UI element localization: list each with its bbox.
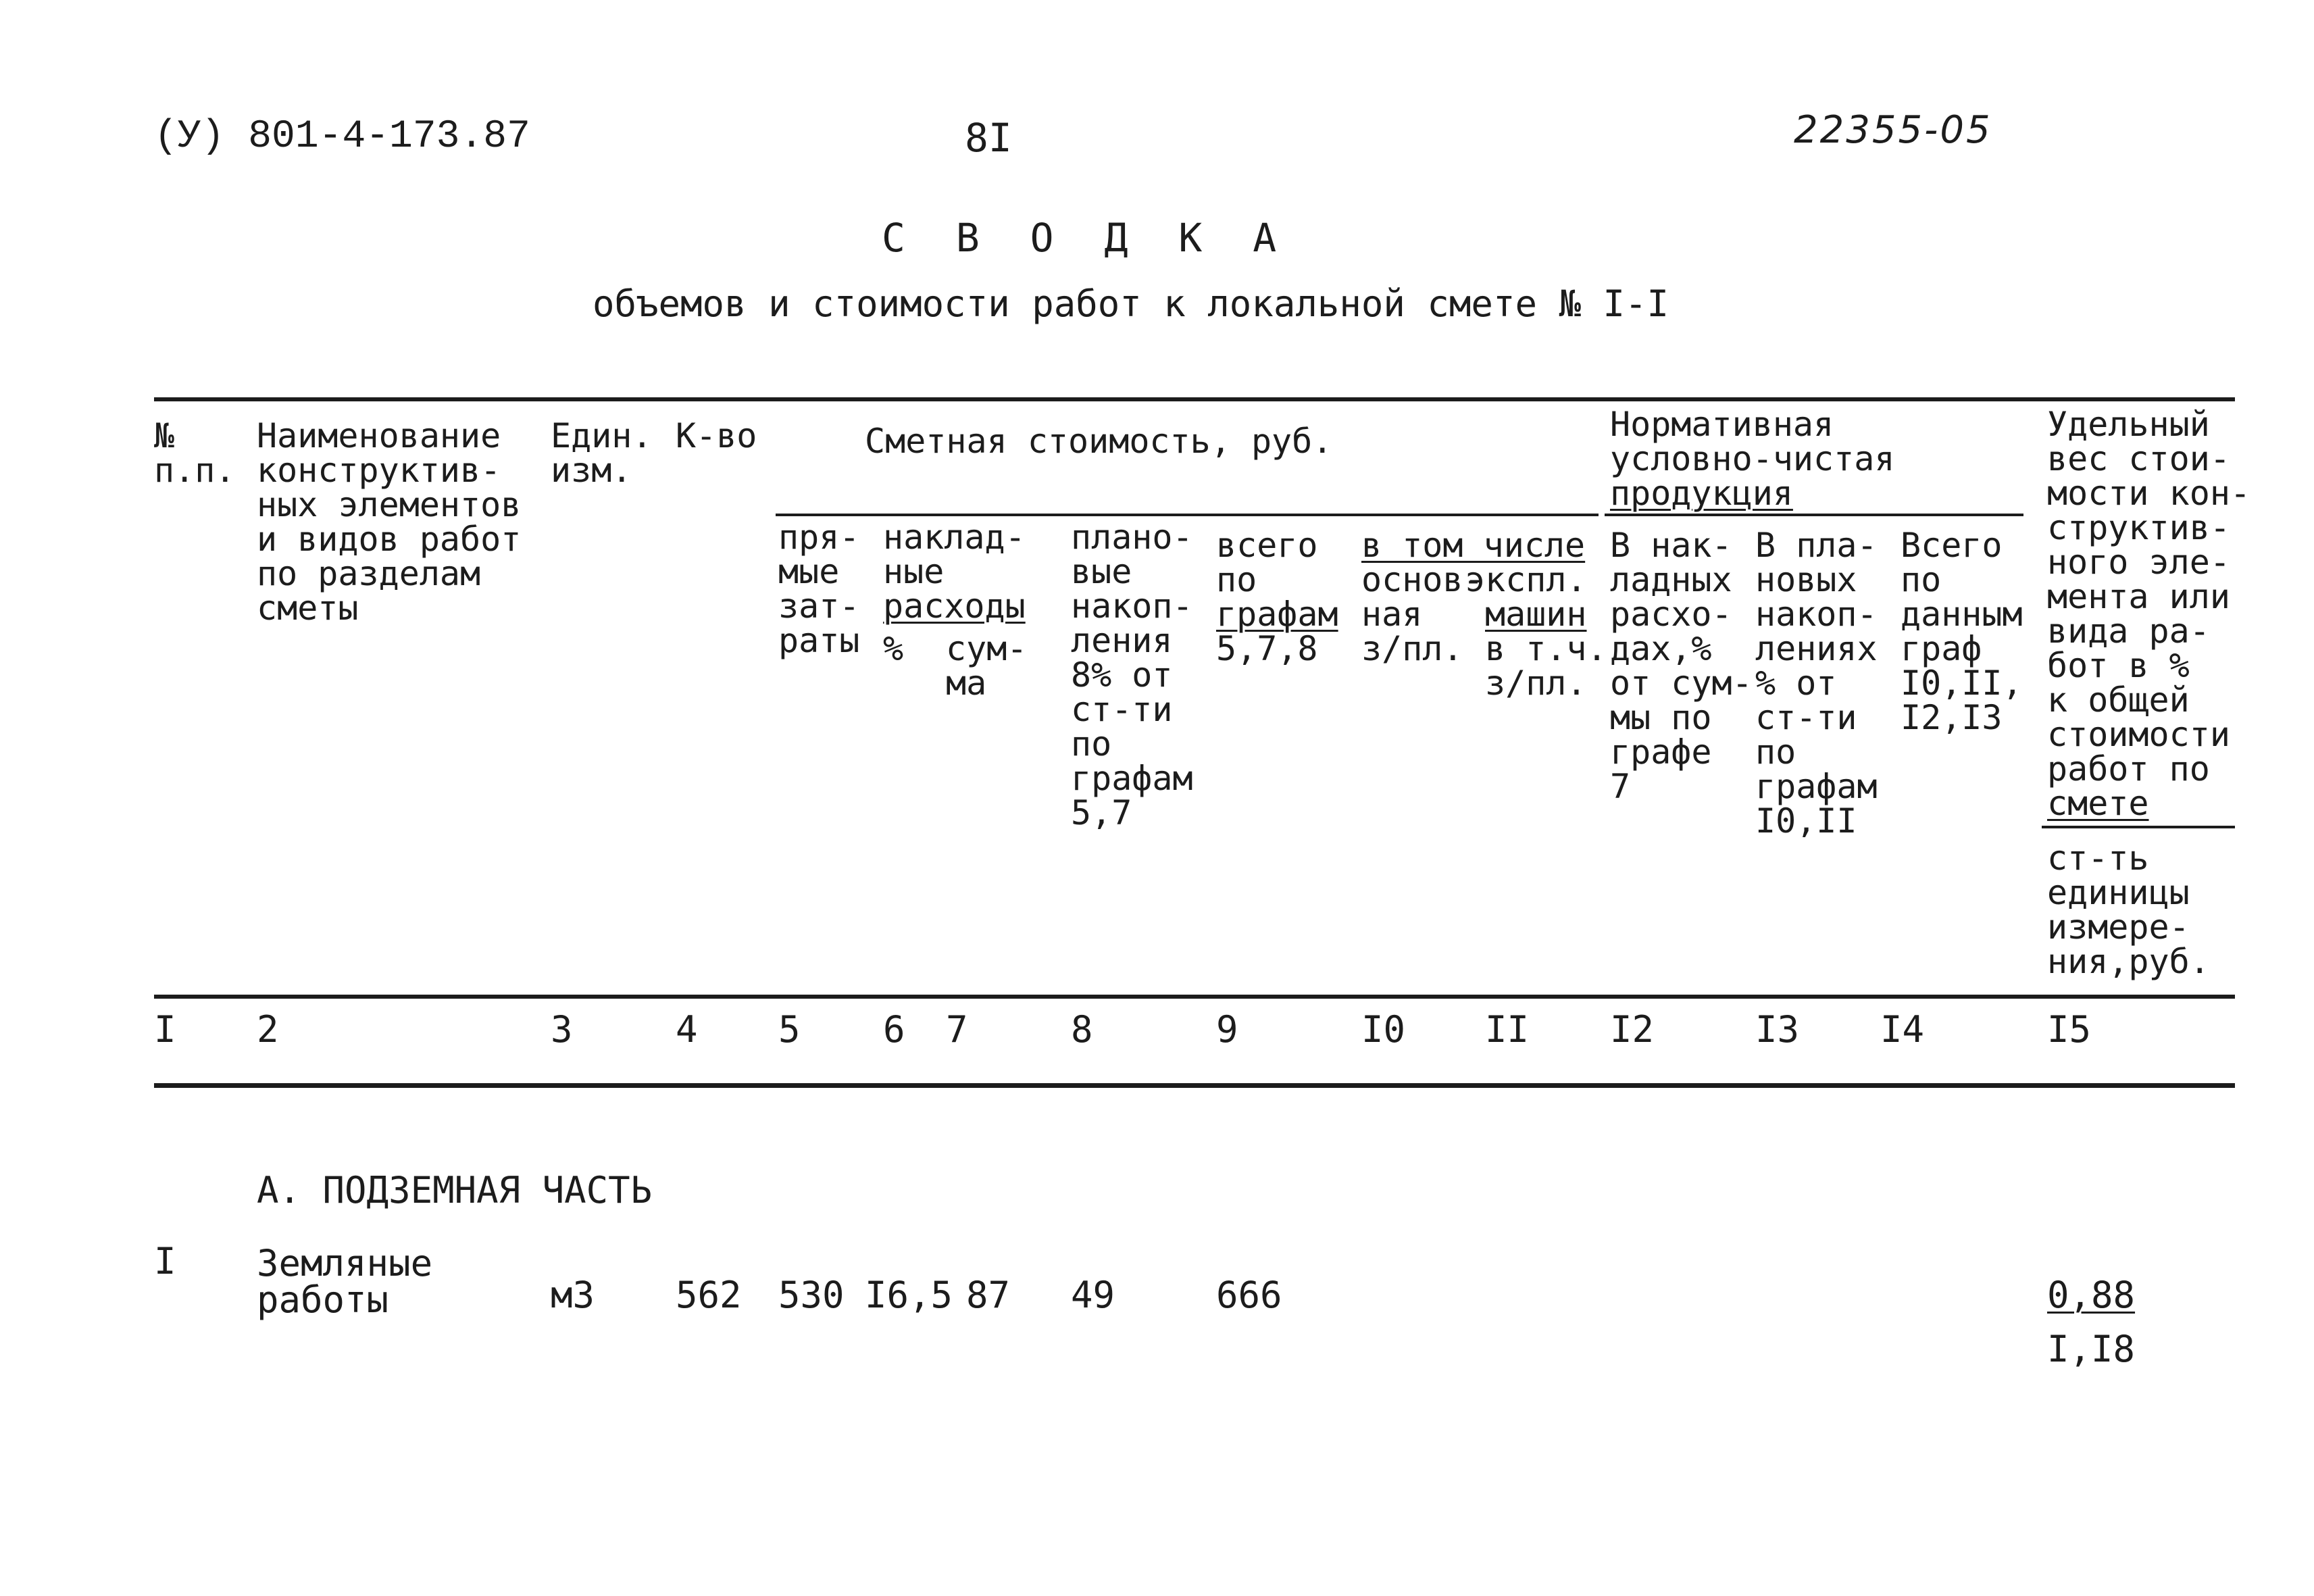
- header-col-15-underlined: смете: [2047, 784, 2149, 823]
- header-col-3: Един. изм.: [551, 416, 653, 490]
- header-col-9-top: всего по: [1216, 526, 1318, 599]
- column-number: 6: [883, 1008, 905, 1051]
- header-including: в том числе: [1361, 526, 1586, 565]
- cost-group-rule: [776, 514, 1599, 516]
- section-heading: А. ПОДЗЕМНАЯ ЧАСТЬ: [257, 1169, 653, 1212]
- header-col-12: В нак- ладных расхо- дах,% от сум- мы по графе 7: [1610, 526, 1753, 806]
- header-col-11-top: экспл.: [1465, 560, 1587, 599]
- column-number: 5: [778, 1008, 801, 1051]
- row-name: Земляные работы: [257, 1242, 433, 1321]
- column-number: 8: [1071, 1008, 1093, 1051]
- row-number: I: [154, 1240, 176, 1282]
- column-number: 9: [1216, 1008, 1238, 1051]
- row-overhead-percent: I6,5: [865, 1274, 953, 1316]
- archive-number: 22355-05: [1794, 108, 1992, 152]
- document-code: (У) 801-4-173.87: [154, 115, 530, 159]
- page-number: 8I: [965, 115, 1012, 161]
- column-number: I: [154, 1008, 176, 1051]
- row-direct-costs: 530: [778, 1274, 845, 1316]
- row-quantity: 562: [676, 1274, 742, 1316]
- header-col-15-bottom: ст-ть единицы измере- ния,руб.: [2047, 839, 2210, 981]
- header-col-10: основ- ная з/пл.: [1361, 560, 1484, 668]
- table-top-rule: [154, 397, 2235, 401]
- header-col-11-underlined: машин: [1485, 595, 1587, 634]
- header-col-14: Всего по данным граф I0,II, I2,I3: [1901, 526, 2023, 737]
- row-planned-savings: 49: [1071, 1274, 1115, 1316]
- header-overhead-underlined: расходы: [883, 587, 1026, 626]
- header-group-cost: Сметная стоимость, руб.: [865, 422, 1333, 461]
- header-col-9-underlined: графам: [1216, 595, 1338, 634]
- page-subtitle: объемов и стоимости работ к локальной смете № I-I: [593, 282, 1669, 325]
- header-col-15-top: Удельный вес стои- мости кон- структив- ного эле- мента или вида ра- бот в % к общей стоимости работ по: [2047, 405, 2251, 789]
- row-overhead-sum: 87: [966, 1274, 1011, 1316]
- column-number: I3: [1755, 1008, 1800, 1051]
- header-col-2: Наименование конструктив- ных элементов и видов работ по разделам сметы: [257, 416, 522, 628]
- header-col-8: плано- вые накоп- ления 8% от ст-ти по графам 5,7: [1071, 518, 1193, 832]
- header-col-11-bottom: в т.ч. з/пл.: [1485, 629, 1607, 703]
- header-group-norm-underlined: продукция: [1610, 474, 1793, 513]
- header-col-6: %: [883, 629, 904, 668]
- column-number: 3: [551, 1008, 573, 1051]
- page-title: С В О Д К А: [882, 215, 1290, 261]
- row-total: 666: [1216, 1274, 1282, 1316]
- row-unit-cost: I,I8: [2047, 1328, 2136, 1370]
- column-number: II: [1485, 1008, 1530, 1051]
- header-col-5: пря- мые зат- раты: [778, 518, 860, 660]
- col15-divider-rule: [2042, 826, 2235, 828]
- column-number: I5: [2047, 1008, 2092, 1051]
- column-number: I0: [1361, 1008, 1406, 1051]
- column-number: I4: [1880, 1008, 1925, 1051]
- row-unit: м3: [551, 1274, 595, 1316]
- header-col-13: В пла- новых накоп- лениях % от ст-ти по графам I0,II: [1755, 526, 1878, 841]
- column-number: 7: [946, 1008, 968, 1051]
- header-bottom-rule: [154, 995, 2235, 999]
- norm-group-rule: [1605, 514, 2023, 516]
- header-col-7: сум- ма: [946, 629, 1028, 703]
- column-number: 2: [257, 1008, 279, 1051]
- header-col-9-bottom: 5,7,8: [1216, 629, 1318, 668]
- column-number: 4: [676, 1008, 698, 1051]
- header-col-1: № п.п.: [154, 416, 236, 490]
- header-overhead-top: наклад- ные: [883, 518, 1026, 591]
- column-number: I2: [1610, 1008, 1655, 1051]
- header-group-norm-top: Нормативная условно-чистая: [1610, 405, 1895, 478]
- numbers-bottom-rule: [154, 1083, 2235, 1088]
- row-share-percent: 0,88: [2047, 1274, 2136, 1316]
- header-col-4: К-во: [676, 416, 757, 455]
